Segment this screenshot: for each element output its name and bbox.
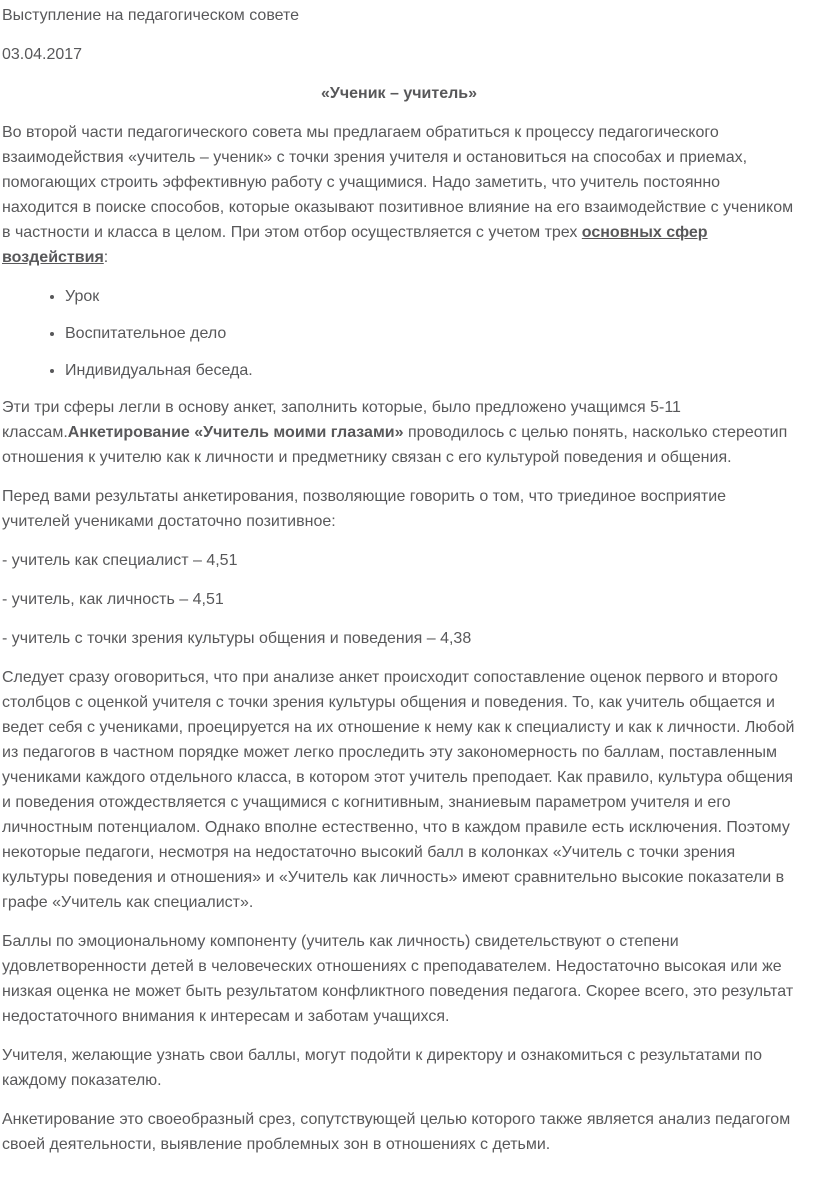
survey-emphasis-title: Анкетирование «Учитель моими глазами» [67, 424, 404, 441]
intro-emphasis-spheres: основных сфер воздействия [2, 224, 708, 266]
result-line-culture: - учитель с точки зрения культуры общения и поведения – 4,38 [2, 630, 472, 647]
document-title: «Ученик – учитель» [321, 85, 477, 102]
list-item: • Индивидуальная беседа. [65, 358, 796, 383]
document-meta-line: Выступление на педагогическом совете [2, 7, 300, 24]
list-item: • Воспитательное дело [65, 321, 796, 346]
survey-paragraph [2, 395, 796, 470]
emotional-paragraph: Баллы по эмоциональному компоненту (учитель как личность) свидетельствуют о степени удовлетворенности детей в человеческих отношениях с преподавателем. Недостаточно высокая или же низкая оценка не может быть результатом конфликтного поведения педагога. Скорее всего, это результат недостаточного внимания к интересам и заботам учащихся. [2, 933, 794, 1025]
intro-text: Во второй части педагогического совета мы предлагаем обратиться к процессу педагогического взаимодействия «учитель – ученик» с точки зрения учителя и остановиться на способах и приемах, помогающих строить эффективную работу с учащимися. Надо заметить, что учитель постоянно находится в поиске способов, которые оказывают позитивное влияние на его взаимодействие с учеником в частности и класса в целом. При этом отбор осуществляется с учетом трех [2, 124, 794, 241]
result-line-specialist: - учитель как специалист – 4,51 [2, 552, 238, 569]
analysis-paragraph: Следует сразу оговориться, что при анализе анкет происходит сопоставление оценок первого и второго столбцов с оценкой учителя с точки зрения культуры общения и поведения. То, как учитель общается и ведет себя с учениками, проецируется на их отношение к нему как к специалисту и как к личности. Любой из педагогов в частном порядке может легко проследить эту закономерность по баллам, поставленным учениками каждого отдельного класса, в котором этот учитель преподает. Как правило, культура общения и поведения отождествляется с учащимися с когнитивным, знаниевым параметром учителя и его личностным потенциалом. Однако вполне естественно, что в каждом правиле есть исключения. Поэтому некоторые педагоги, несмотря на недостаточно высокий балл в колонках «Учитель с точки зрения культуры поведения и отношения» и «Учитель как личность» имеют сравнительно высокие показатели в графе «Учитель как специалист». [2, 669, 795, 911]
closing-paragraph: Анкетирование это своеобразный срез, сопутствующей целью которого также является анализ педагогом своей деятельности, выявление проблемных зон в отношениях с детьми. [2, 1111, 791, 1153]
survey-text-lead: Эти три сферы легли в основу анкет, заполнить которые, было предложено учащимся 5-11 классам. [2, 399, 681, 441]
intro-paragraph [2, 120, 796, 270]
director-note-paragraph: Учителя, желающие узнать свои баллы, могут подойти к директору и ознакомиться с результатами по каждому показателю. [2, 1047, 763, 1089]
intro-text-colon: : [103, 249, 109, 266]
list-item: • Урок [65, 284, 796, 309]
spheres-list [2, 284, 796, 383]
results-intro-paragraph: Перед вами результаты анкетирования, позволяющие говорить о том, что триединое восприятие учителей учениками достаточно позитивное: [2, 488, 727, 530]
result-line-personality: - учитель, как личность – 4,51 [2, 591, 224, 608]
document-date: 03.04.2017 [2, 46, 83, 63]
survey-text-tail: проводилось с целью понять, насколько стереотип отношения к учителю как к личности и предметнику связан с его культурой поведения и общения. [2, 424, 788, 466]
